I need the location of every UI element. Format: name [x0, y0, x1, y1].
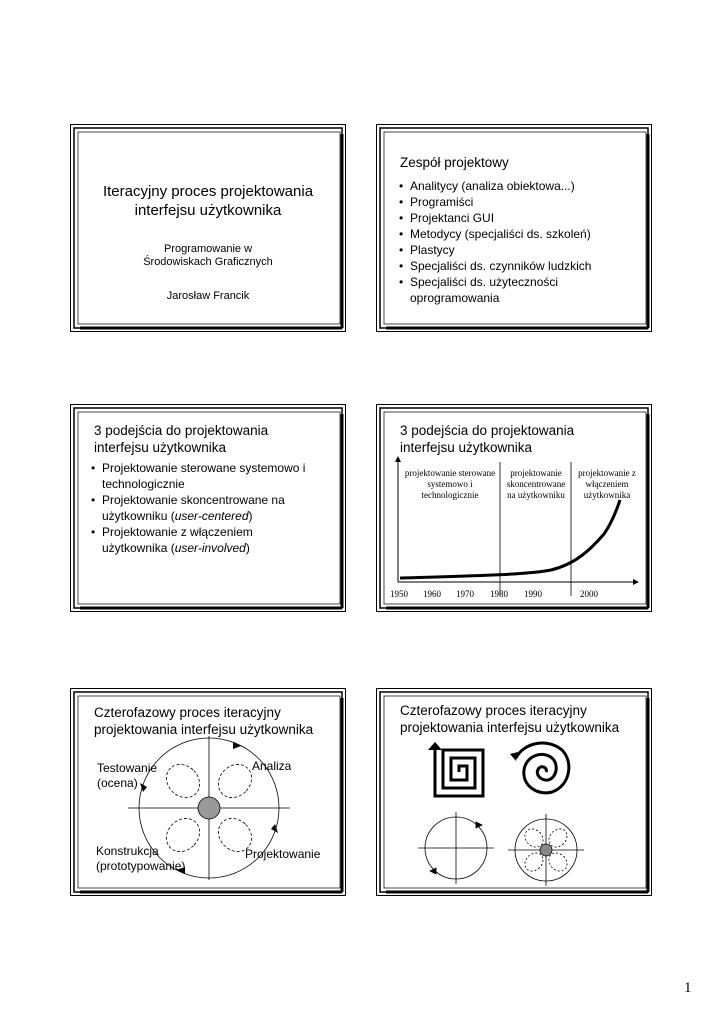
slide-title: Iteracyjny proces projektowania interfejsu użytkownika	[102, 183, 314, 219]
list-item	[90, 460, 320, 492]
center-node	[198, 797, 220, 819]
axis-tick-label: 1970	[456, 589, 474, 599]
phase-label-design: Projektowanie	[245, 847, 321, 861]
spiral-right	[510, 743, 569, 793]
axis-tick-label: 1960	[423, 589, 441, 599]
spiral-diagrams	[376, 688, 652, 896]
outer-arrow	[233, 742, 241, 749]
slide-title: Zespół projektowy	[400, 155, 509, 170]
list-item: • Specjaliści ds. czynników ludzkich	[398, 258, 634, 274]
list-item: • Analitycy (analiza obiektowa...)	[398, 178, 634, 194]
region-label: projektowanie skoncentrowane na użytkowniku	[506, 468, 566, 500]
timeline-diagram	[376, 404, 652, 612]
list-item-emphasis: user-centered	[174, 509, 249, 523]
axis-tick-label: 1950	[390, 589, 408, 599]
list-item-text: Projektowanie z włączeniem użytkownika (	[102, 525, 253, 555]
list-item-text: Projektowanie skoncentrowane na użytkowniku (	[102, 493, 285, 523]
slide-title: 3 podejścia do projektowania interfejsu użytkownika	[400, 423, 575, 455]
slide-title: Czterofazowy proces iteracyjny projektowania interfejsu użytkownika	[400, 703, 620, 735]
list-item	[90, 524, 320, 556]
bullet-list	[398, 178, 634, 306]
list-item-suffix: )	[245, 541, 250, 555]
phase-label-construction: Konstrukcja (prototypowanie)	[96, 844, 186, 873]
axis-tick-label: 2000	[580, 589, 598, 599]
cycle-left	[418, 812, 494, 884]
list-item	[90, 492, 320, 524]
slide-1	[70, 124, 346, 332]
slide-5	[70, 688, 346, 896]
list-item-emphasis: user-involved	[174, 541, 246, 555]
list-item: • Programiści	[398, 194, 634, 210]
slide-4	[376, 404, 652, 612]
slide-3	[70, 404, 346, 612]
slide-title: Czterofazowy proces iteracyjny projektowania interfejsu użytkownika	[94, 705, 314, 737]
growth-curve	[400, 500, 620, 578]
page-number: 1	[684, 980, 692, 996]
region-label: projektowanie sterowane systemowo i technologicznie	[404, 468, 496, 500]
phase-label-analysis: Analiza	[252, 759, 292, 773]
slide-6	[376, 688, 652, 896]
spiral-left	[428, 742, 483, 796]
list-item: • Metodycy (specjaliści ds. szkoleń)	[398, 226, 634, 242]
axis-tick-label: 1980	[490, 589, 508, 599]
axis-tick-label: 1990	[524, 589, 542, 599]
list-item-text: Projektowanie sterowane systemowo i technologicznie	[102, 461, 306, 491]
list-item: • Plastycy	[398, 242, 634, 258]
list-item: • Projektanci GUI	[398, 210, 634, 226]
slide-subtitle: Programowanie w Środowiskach Graficznych	[143, 243, 273, 268]
slide-2	[376, 124, 652, 332]
list-item: • Specjaliści ds. użyteczności oprogramowania	[398, 274, 570, 306]
bullet-list	[90, 460, 320, 556]
cycle-right	[508, 814, 584, 886]
list-item-suffix: )	[248, 509, 253, 523]
region-label: projektowanie z włączeniem użytkownika	[578, 468, 636, 500]
slide-title: 3 podejścia do projektowania interfejsu użytkownika	[94, 423, 269, 455]
slide-author: Jarosław Francik	[166, 290, 250, 302]
phase-label-testing: Testowanie (ocena)	[97, 761, 158, 790]
